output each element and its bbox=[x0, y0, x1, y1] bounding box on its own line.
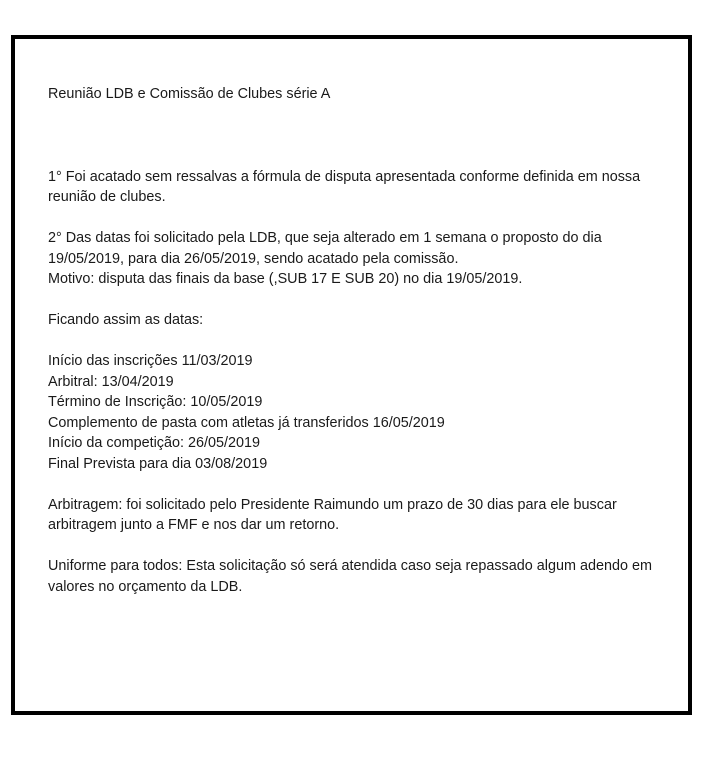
item-1-paragraph bbox=[48, 167, 688, 208]
spacer bbox=[48, 536, 688, 557]
spacer bbox=[48, 290, 688, 311]
spacer bbox=[48, 474, 688, 495]
item-1-line-1: 1° Foi acatado sem ressalvas a fórmula de disputa apresentada conforme definida em nossa bbox=[48, 168, 641, 185]
arbitragem-line-2: arbitragem junto a FMF e nos dar um retorno. bbox=[48, 517, 340, 533]
date-item: Arbitral: 13/04/2019 bbox=[48, 373, 174, 390]
spacer bbox=[48, 105, 688, 167]
date-item: Final Prevista para dia 03/08/2019 bbox=[48, 455, 268, 472]
uniforme-line-2: valores no orçamento da LDB. bbox=[48, 578, 243, 595]
item-2-line-1: 2° Das datas foi solicitado pela LDB, que seja alterado em 1 semana o proposto do dia bbox=[48, 230, 602, 246]
uniforme-paragraph bbox=[48, 556, 688, 597]
date-item: Início das inscrições 11/03/2019 bbox=[48, 353, 253, 369]
spacer bbox=[48, 331, 688, 352]
spacer bbox=[48, 208, 688, 229]
date-item: Término de Inscrição: 10/05/2019 bbox=[48, 394, 263, 410]
document-body bbox=[48, 84, 688, 597]
date-item: Complemento de pasta com atletas já transferidos 16/05/2019 bbox=[48, 414, 445, 431]
arbitragem-line-1: Arbitragem: foi solicitado pelo Presidente Raimundo um prazo de 30 dias para ele buscar bbox=[48, 496, 617, 513]
date-item: Início da competição: 26/05/2019 bbox=[48, 435, 261, 451]
item-1-line-2: reunião de clubes. bbox=[48, 189, 166, 205]
item-2-line-2: 19/05/2019, para dia 26/05/2019, sendo acatado pela comissão. bbox=[48, 250, 459, 267]
dates-list bbox=[48, 351, 688, 474]
document-frame bbox=[11, 35, 692, 715]
document-title: Reunião LDB e Comissão de Clubes série A bbox=[48, 86, 331, 102]
uniforme-line-1: Uniforme para todos: Esta solicitação só será atendida caso seja repassado algum adendo em bbox=[48, 558, 652, 574]
arbitragem-paragraph bbox=[48, 495, 688, 536]
dates-intro: Ficando assim as datas: bbox=[48, 312, 204, 328]
item-2-paragraph bbox=[48, 228, 688, 290]
item-2-motivo-line: Motivo: disputa das finais da base (,SUB 17 E SUB 20) no dia 19/05/2019. bbox=[48, 271, 523, 287]
